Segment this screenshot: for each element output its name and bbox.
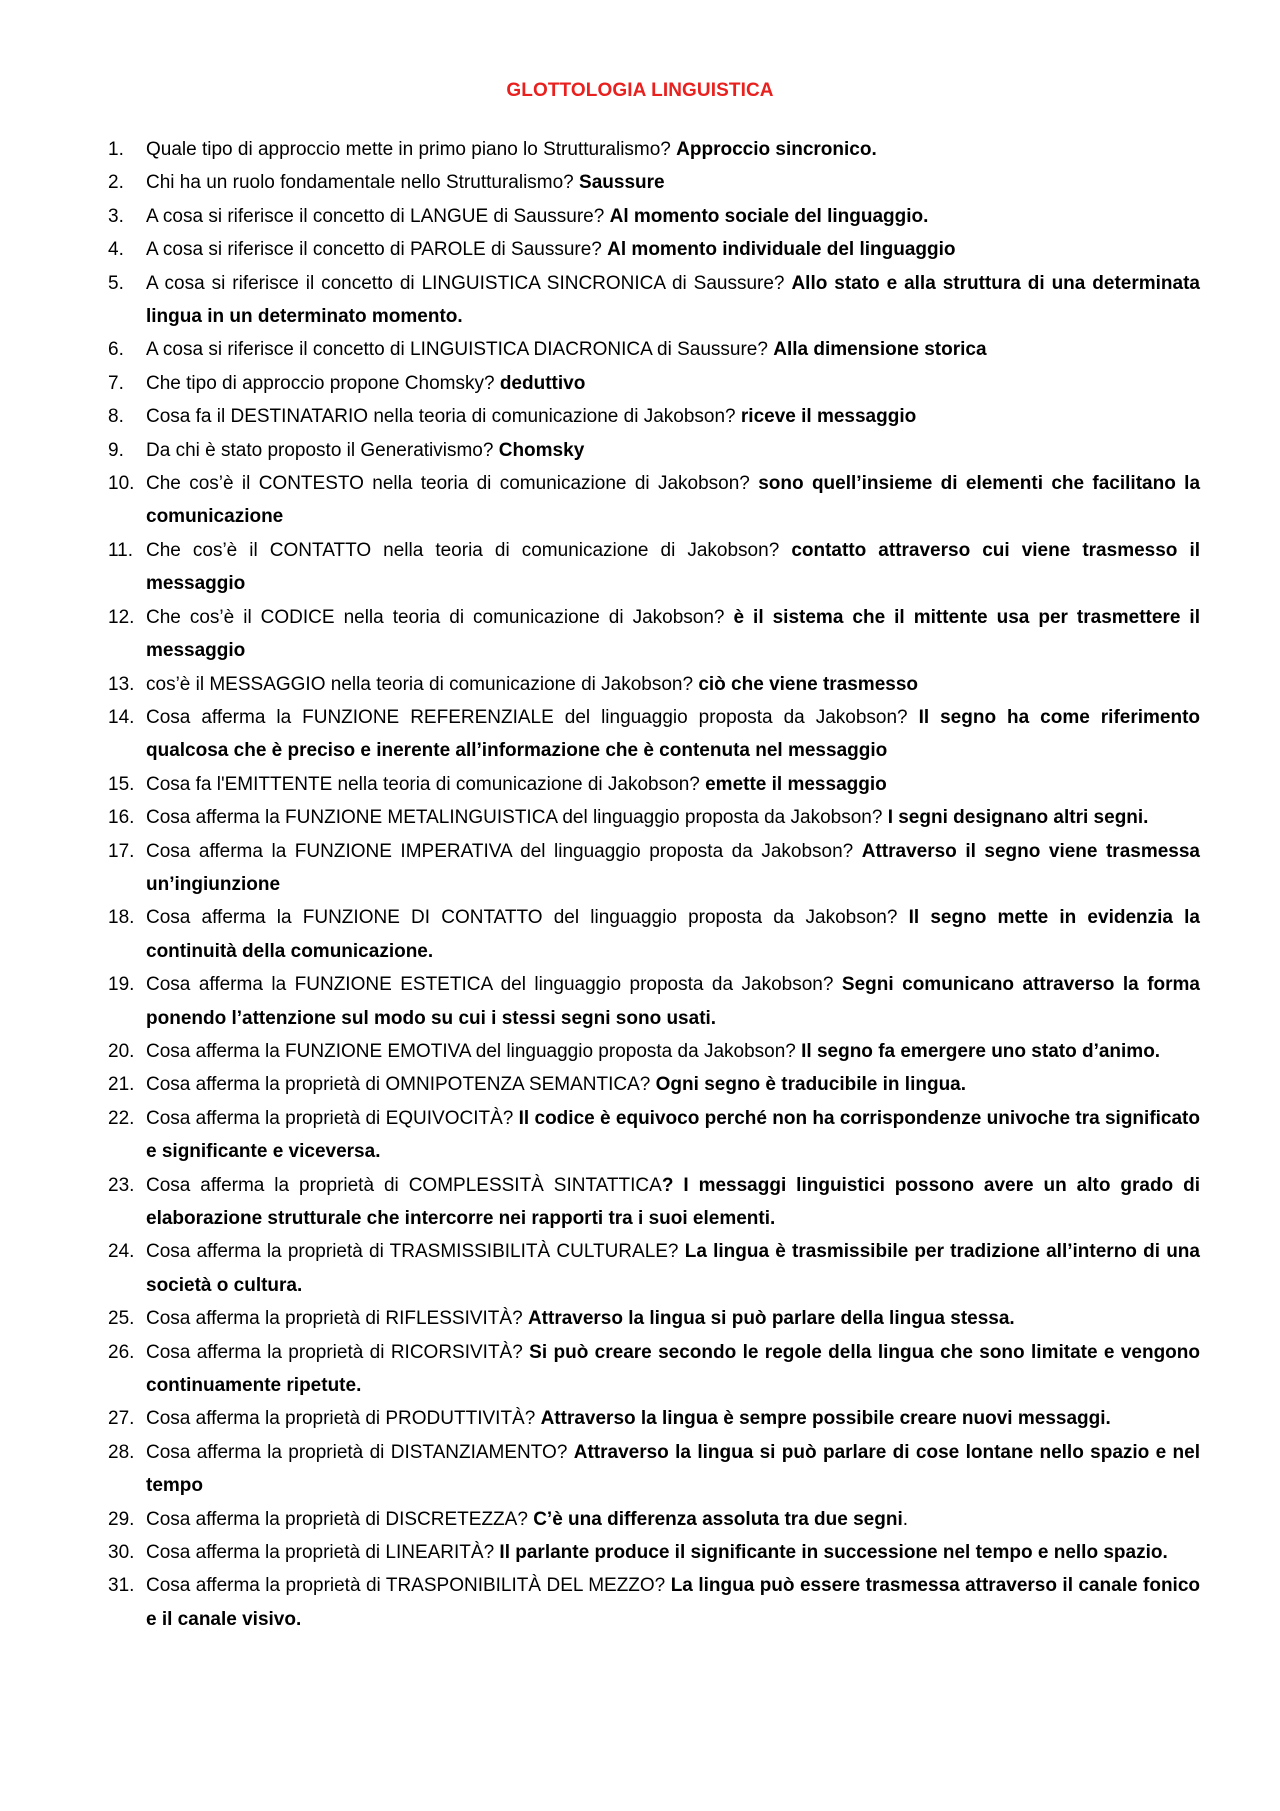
- answer-text: Allo stato e alla struttura di una determinata lingua in un determinato momento.: [146, 272, 1200, 328]
- answer-text: La lingua può essere trasmessa attraverso il canale fonico e il canale visivo.: [146, 1575, 1200, 1630]
- answer-text: contatto attraverso cui viene trasmesso il messaggio: [146, 539, 1200, 595]
- question-number: 11.: [108, 539, 134, 561]
- question-number: 16.: [108, 807, 135, 829]
- question-text: Cosa fa il DESTINATARIO nella teoria di comunicazione di Jakobson?: [146, 406, 741, 428]
- question-item: [108, 367, 1200, 400]
- question-item: [108, 768, 1200, 801]
- question-text: Cosa afferma la FUNZIONE ESTETICA del linguaggio proposta da Jakobson?: [146, 974, 842, 996]
- question-text: A cosa si riferisce il concetto di LINGUISTICA SINCRONICA di Saussure?: [146, 272, 792, 294]
- question-number: 30.: [108, 1542, 135, 1564]
- question-item: [108, 1235, 1200, 1302]
- answer-text: ciò che viene trasmesso: [698, 673, 918, 695]
- question-number: 12.: [108, 606, 135, 628]
- question-text: A cosa si riferisce il concetto di LANGUE di Saussure?: [146, 205, 610, 227]
- question-number: 13.: [108, 673, 135, 695]
- question-text: Cosa afferma la FUNZIONE REFERENZIALE del linguaggio proposta da Jakobson?: [146, 706, 919, 728]
- answer-text: I segni designano altri segni.: [887, 807, 1149, 829]
- question-text: Cosa afferma la FUNZIONE DI CONTATTO del linguaggio proposta da Jakobson?: [146, 907, 909, 929]
- question-text: Che cos’è il CONTATTO nella teoria di comunicazione di Jakobson?: [146, 539, 792, 561]
- question-text: Cosa afferma la FUNZIONE METALINGUISTICA del linguaggio proposta da Jakobson?: [146, 807, 888, 829]
- question-item: [108, 233, 1200, 266]
- question-item: [108, 467, 1200, 534]
- answer-text: Attraverso la lingua è sempre possibile creare nuovi messaggi.: [540, 1408, 1111, 1430]
- question-text: Cosa afferma la proprietà di OMNIPOTENZA SEMANTICA?: [146, 1074, 656, 1096]
- answer-suffix: .: [902, 1508, 909, 1530]
- question-list: [108, 133, 1200, 1636]
- question-item: [108, 1402, 1200, 1435]
- answer-text: ? I messaggi linguistici possono avere un alto grado di elaborazione strutturale che intercorre nei rapporti tra i suoi elementi.: [146, 1174, 1200, 1229]
- answer-text: C’è una differenza assoluta tra due segni: [533, 1508, 903, 1530]
- question-text: Cosa afferma la proprietà di RIFLESSIVITÀ?: [146, 1308, 528, 1330]
- question-number: 29.: [108, 1508, 135, 1530]
- answer-text: Al momento sociale del linguaggio.: [609, 205, 929, 227]
- question-item: [108, 1169, 1200, 1236]
- question-text: A cosa si riferisce il concetto di PAROLE di Saussure?: [146, 239, 608, 261]
- question-text: Cosa afferma la proprietà di TRASMISSIBILITÀ CULTURALE?: [146, 1241, 685, 1263]
- answer-text: Il segno mette in evidenzia la continuità della comunicazione.: [146, 907, 1200, 962]
- question-item: [108, 1035, 1200, 1068]
- question-item: [108, 133, 1200, 166]
- answer-text: Segni comunicano attraverso la forma ponendo l’attenzione sul modo su cui i stessi segni sono usati.: [146, 974, 1200, 1029]
- question-number: 8.: [108, 406, 124, 428]
- question-item: [108, 835, 1200, 902]
- question-number: 9.: [108, 439, 124, 461]
- question-text: Cosa fa l'EMITTENTE nella teoria di comunicazione di Jakobson?: [146, 773, 706, 795]
- question-text: Cosa afferma la proprietà di COMPLESSITÀ SINTATTICA: [146, 1174, 662, 1196]
- answer-text: Approccio sincronico.: [676, 139, 877, 160]
- answer-text: Attraverso la lingua si può parlare della lingua stessa.: [527, 1308, 1015, 1330]
- question-item: [108, 1503, 1200, 1536]
- answer-text: emette il messaggio: [705, 773, 887, 795]
- answer-text: La lingua è trasmissibile per tradizione all’interno di una società o cultura.: [146, 1241, 1200, 1296]
- question-number: 31.: [108, 1575, 135, 1597]
- question-text: Cosa afferma la proprietà di TRASPONIBILITÀ DEL MEZZO?: [146, 1575, 671, 1597]
- question-text: Cosa afferma la proprietà di DISCRETEZZA?: [146, 1508, 534, 1530]
- answer-text: Il segno ha come riferimento qualcosa che è preciso e inerente all’informazione che è contenuta nel messaggio: [146, 706, 1201, 762]
- question-number: 14.: [108, 706, 135, 728]
- question-item: [108, 200, 1200, 233]
- question-text: Cosa afferma la FUNZIONE EMOTIVA del linguaggio proposta da Jakobson?: [146, 1040, 802, 1062]
- question-item: [108, 400, 1200, 433]
- answer-text: riceve il messaggio: [740, 406, 917, 428]
- document-title: GLOTTOLOGIA LINGUISTICA: [506, 80, 774, 101]
- answer-text: Ogni segno è traducibile in lingua.: [655, 1074, 967, 1096]
- answer-text: Attraverso il segno viene trasmessa un’ingiunzione: [146, 840, 1201, 895]
- question-text: Cosa afferma la proprietà di LINEARITÀ?: [146, 1542, 500, 1564]
- question-number: 17.: [108, 840, 135, 862]
- question-text: Che tipo di approccio propone Chomsky?: [146, 372, 500, 394]
- question-item: [108, 166, 1200, 199]
- question-number: 1.: [108, 139, 124, 160]
- answer-text: Si può creare secondo le regole della lingua che sono limitate e vengono continuamente ripetute.: [146, 1341, 1200, 1397]
- question-text: Che cos’è il CODICE nella teoria di comunicazione di Jakobson?: [146, 606, 734, 628]
- question-item: [108, 534, 1200, 601]
- question-item: [108, 1302, 1200, 1335]
- answer-text: sono quell’insieme di elementi che facilitano la comunicazione: [146, 473, 1201, 528]
- question-text: Cosa afferma la proprietà di EQUIVOCITÀ?: [146, 1107, 519, 1129]
- question-item: [108, 901, 1200, 968]
- question-text: Quale tipo di approccio mette in primo piano lo Strutturalismo?: [146, 139, 677, 160]
- question-item: [108, 267, 1200, 334]
- question-number: 3.: [108, 205, 124, 227]
- answer-text: Attraverso la lingua si può parlare di cose lontane nello spazio e nel tempo: [146, 1441, 1201, 1497]
- question-text: Da chi è stato proposto il Generativismo?: [146, 439, 499, 461]
- answer-text: Alla dimensione storica: [773, 339, 987, 361]
- answer-text: Il codice è equivoco perché non ha corrispondenze univoche tra significato e significante e viceversa.: [146, 1107, 1200, 1163]
- question-item: [108, 1436, 1200, 1503]
- question-number: 22.: [108, 1107, 135, 1129]
- answer-text: Saussure: [579, 172, 665, 194]
- question-number: 5.: [108, 272, 124, 294]
- answer-text: Il segno fa emergere uno stato d’animo.: [801, 1040, 1161, 1062]
- answer-text: Il parlante produce il significante in successione nel tempo e nello spazio.: [499, 1542, 1168, 1564]
- question-item: [108, 701, 1200, 768]
- question-text: Cosa afferma la FUNZIONE IMPERATIVA del linguaggio proposta da Jakobson?: [146, 840, 862, 862]
- question-item: [108, 1102, 1200, 1169]
- question-number: 10.: [108, 473, 135, 495]
- question-item: [108, 1068, 1200, 1101]
- answer-text: Chomsky: [498, 439, 585, 461]
- question-number: 18.: [108, 907, 135, 929]
- question-text: Chi ha un ruolo fondamentale nello Strutturalismo?: [146, 172, 580, 194]
- question-item: [108, 333, 1200, 366]
- question-number: 28.: [108, 1441, 135, 1463]
- question-number: 23.: [108, 1174, 135, 1196]
- question-item: [108, 801, 1200, 834]
- question-item: [108, 434, 1200, 467]
- question-number: 24.: [108, 1241, 135, 1263]
- question-number: 6.: [108, 339, 124, 361]
- question-item: [108, 968, 1200, 1035]
- question-number: 19.: [108, 974, 135, 996]
- question-number: 7.: [108, 372, 124, 394]
- question-item: [108, 601, 1200, 668]
- question-text: Cosa afferma la proprietà di PRODUTTIVITÀ?: [146, 1408, 541, 1430]
- question-item: [108, 1536, 1200, 1569]
- question-number: 25.: [108, 1308, 135, 1330]
- question-number: 21.: [108, 1074, 135, 1096]
- question-text: Cosa afferma la proprietà di RICORSIVITÀ?: [146, 1341, 530, 1363]
- question-text: Cosa afferma la proprietà di DISTANZIAMENTO?: [146, 1441, 574, 1463]
- question-number: 4.: [108, 239, 124, 261]
- question-number: 27.: [108, 1408, 135, 1430]
- question-text: Che cos’è il CONTESTO nella teoria di comunicazione di Jakobson?: [146, 473, 759, 495]
- answer-text: è il sistema che il mittente usa per trasmettere il messaggio: [146, 606, 1200, 662]
- question-text: A cosa si riferisce il concetto di LINGUISTICA DIACRONICA di Saussure?: [146, 339, 774, 361]
- question-number: 20.: [108, 1040, 135, 1062]
- answer-text: deduttivo: [499, 372, 586, 394]
- question-number: 15.: [108, 773, 135, 795]
- question-item: [108, 1336, 1200, 1403]
- answer-text: Al momento individuale del linguaggio: [607, 239, 956, 261]
- question-number: 26.: [108, 1341, 135, 1363]
- question-number: 2.: [108, 172, 124, 194]
- question-item: [108, 668, 1200, 701]
- question-item: [108, 1569, 1200, 1636]
- question-text: cos’è il MESSAGGIO nella teoria di comunicazione di Jakobson?: [146, 673, 699, 695]
